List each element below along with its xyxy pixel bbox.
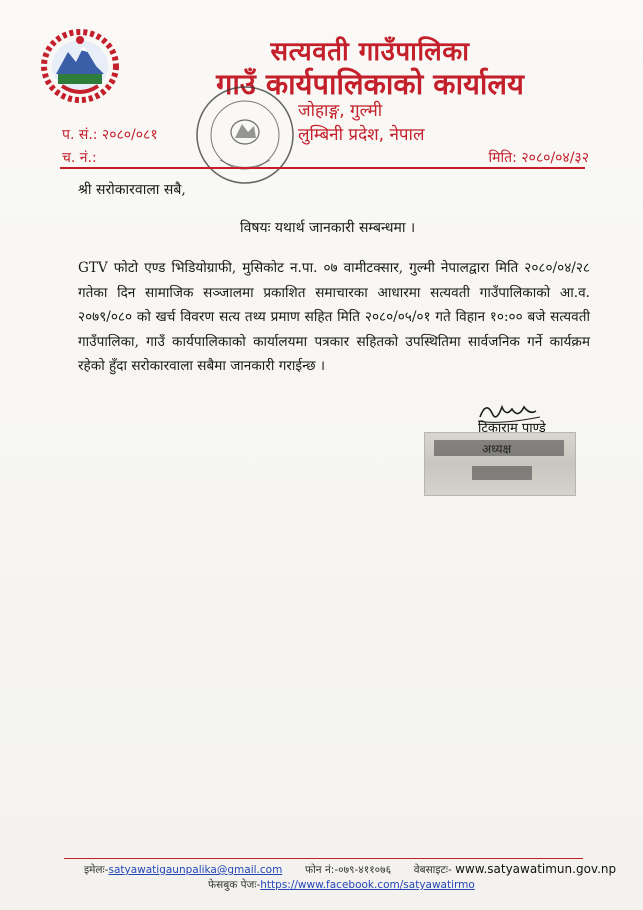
reference-number: प. सं.: २०८०/०८१: [62, 127, 158, 143]
office-subtitle: गाउँ कार्यपालिकाको कार्यालय: [216, 67, 524, 101]
office-name: सत्यवती गाउँपालिका: [270, 37, 470, 67]
nepal-emblem-icon: [40, 28, 120, 106]
facebook-label: फेसबुक पेजः-: [208, 879, 261, 891]
footer-contact-row: [84, 862, 616, 877]
salutation: श्री सरोकारवाला सबै,: [78, 182, 186, 198]
letter-date: मिति: २०८०/०४/३२: [488, 150, 589, 166]
email-label: इमेलः-: [84, 864, 109, 876]
phone-number: फोन नं:-०७९-४११०७६: [304, 864, 392, 876]
footer-divider: [64, 858, 583, 859]
office-stamp-icon: [190, 80, 300, 190]
email-link[interactable]: satyawatigaunpalika@gmail.com: [108, 864, 283, 876]
subject-line: विषयः यथार्थ जानकारी सम्बन्धमा ।: [240, 220, 416, 236]
footer-facebook-row: [208, 878, 475, 892]
signatory-name: टिकाराम पाण्डे: [478, 421, 546, 436]
header-divider: [60, 167, 585, 169]
address-line-2: लुम्बिनी प्रदेश, नेपाल: [298, 125, 425, 145]
dispatch-number: च. नं.:: [62, 150, 97, 166]
signatory-title: अध्यक्ष: [482, 442, 512, 456]
signature-scribble-icon: [440, 395, 590, 505]
facebook-link[interactable]: https://www.facebook.com/satyawatirmo: [260, 879, 475, 891]
letter-body: GTV फोटो एण्ड भिडियोग्राफी, मुसिकोट न.पा. ०७ वामीटक्सार, गुल्मी नेपालद्वारा मिति २०८०/०४/२८ गतेका दिन सामाजिक सञ्जालमा प्रकाशित समाचारका आधारमा सत्यवती गाउँपालिकाको आ.व. २०७९/०८० को खर्च विवरण सत्य तथ्य प्रमाण सहित मिति २०८०/०५/०१ गते विहान १०:०० बजे सत्यवती गाउँपालिका, गाउँ कार्यपालिकाको कार्यालयमा पत्रकार सहितको उपस्थितिमा सार्वजनिक गर्ने कार्यक्रम रहेको हुँदा सरोकारवाला सबैमा जानकारी गराईन्छ ।: [78, 260, 590, 375]
address-line-1: जोहाङ्ग, गुल्मी: [298, 101, 383, 121]
website-link[interactable]: www.satyawatimun.gov.np: [455, 862, 617, 876]
website-label: वेबसाइटः-: [413, 864, 452, 876]
